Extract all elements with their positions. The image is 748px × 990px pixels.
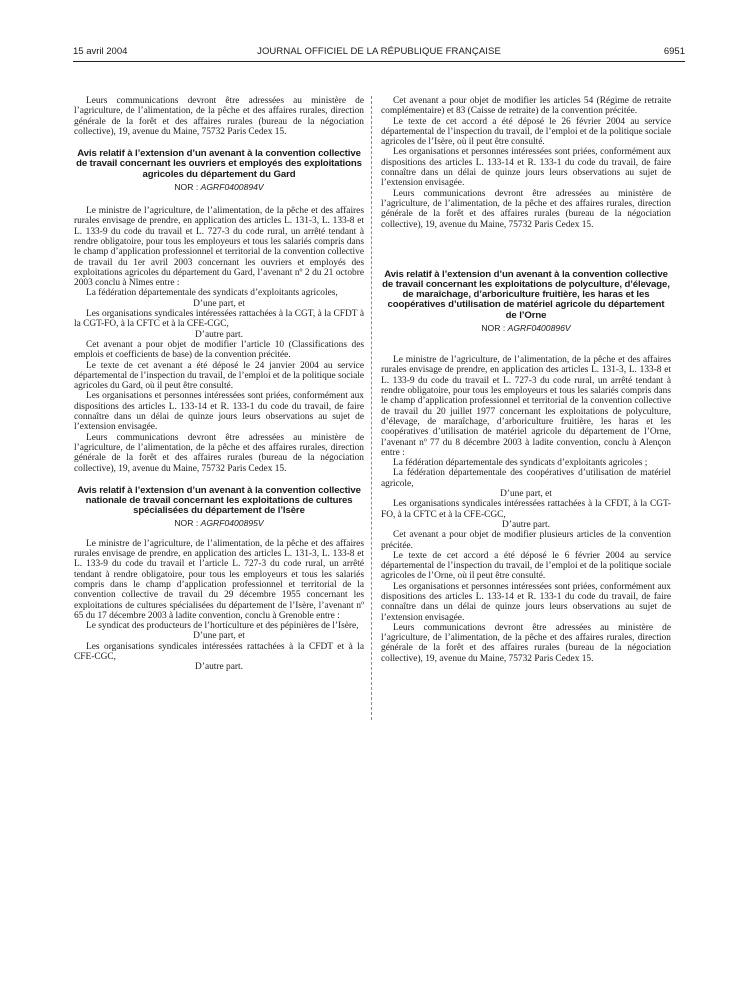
nor-reference-gard: NOR : AGRF0400894V xyxy=(174,181,264,192)
paragraph: Le ministre de l’agriculture, de l’alimentation, de la pêche et des affaires rurales envisage de prendre, en application des articles L. 131-3, L. 133-8 et L. 133-9 du code du travail et l’article L. 727-3 du code rural, un arrêté tendant à rendre obligatoire, pour tous les employeurs et tous les salariés compris dans le champ d’application professionnel et territorial de la convention collective de travail du 29 décembre 1955 concernant les exploitations de cultures spécialisées du département de l’Isère, l’avenant nº 65 du 17 décembre 2003 à ladite convention, conclu à Grenoble entre : xyxy=(74,538,364,621)
section-title-isere: Avis relatif à l’extension d’un avenant à la convention collective nationale de travail concernant les exploitations de cultures spécialisées du département de l’Isère xyxy=(77,484,361,517)
paragraph: Le texte de cet avenant a été déposé le 24 janvier 2004 au service départemental de l’inspection du travail, de l’emploi et de la politique sociale agricoles du Gard, où il peut être consulté. xyxy=(74,360,365,392)
paragraph: Les organisations syndicales intéressées rattachées à la CGT, à la CFDT à la CGT-FO, à la CFTC et à la CFE-CGC, xyxy=(74,309,364,330)
paragraph: La fédération départementale des coopératives d’utilisation de matériel agricole, xyxy=(381,468,671,489)
header-title: JOURNAL OFFICIEL DE LA RÉPUBLIQUE FRANÇAISE xyxy=(257,46,501,57)
paragraph: Les organisations syndicales intéressées rattachées à la CFDT, à la CGT-FO, à la CFTC et à la CFE-CGC, xyxy=(381,499,671,520)
paragraph: D’autre part. xyxy=(195,662,243,673)
paragraph: Les organisations et personnes intéressées sont priées, conformément aux dispositions des articles L. 133-14 et R. 133-1 du code du travail, de faire connaître dans un délai de quinze jours leurs observations au sujet de l’extension envisagée. xyxy=(74,391,364,433)
header-date: 15 avril 2004 xyxy=(73,46,128,57)
paragraph: Le ministre de l’agriculture, de l’alimentation, de la pêche et des affaires rurales envisage de prendre, en application des articles L. 131-3, L. 133-8 et L. 133-9 du code du travail et L. 727-3 du code rural, un arrêté tendant à rendre obligatoire, pour tous les employeurs et tous les salariés compris dans le champ d’application professionnel et territorial de la convention collective de travail du 20 juillet 1977 concernant les exploitations de polyculture, d’élevage, de maraîchage, d’arboriculture fruitière, les haras et les coopératives d’utilisation de matériel agricole du département de l’Orne, l’avenant nº 77 du 8 décembre 2003 à ladite convention, conclu à Alençon entre : xyxy=(381,355,671,458)
nor-reference-isere: NOR : AGRF0400895V xyxy=(174,518,264,529)
paragraph: Leurs communications devront être adressées au ministère de l’agriculture, de l’alimentation, de la pêche et des affaires rurales, direction générale de la forêt et des affaires rurales (bureau de la négociation collective), 19, avenue du Maine, 75732 Paris Cedex 15. xyxy=(74,432,364,474)
paragraph: Les organisations et personnes intéressées sont priées, conformément aux dispositions des articles L. 133-14 et R. 133-1 du code du travail, de faire connaître dans un délai de quinze jours leurs observations au sujet de l’extension envisagée. xyxy=(381,147,671,189)
section-title-orne: Avis relatif à l’extension d’un avenant à la convention collective de travail concernant les exploitations de polyculture, d’élevage, de maraîchage, d’arboriculture fruitière, les haras et les coopératives d’utilisation de matériel agricole du département de l’Orne xyxy=(382,268,670,321)
paragraph: Le ministre de l’agriculture, de l’alimentation, de la pêche et des affaires rurales envisage de prendre, en application des articles L. 131-3, L. 133-8 et L. 133-9 du code du travail et L. 727-3 du code rural, un arrêté tendant à rendre obligatoire, pour tous les employeurs et tous les salariés compris dans le champ d’application professionnel et territorial de la convention collective de travail du 1er avril 2003 concernant les ouvriers et employés des exploitations agricoles du département du Gard, l’avenant nº 2 du 21 octobre 2003 conclu à Nîmes entre : xyxy=(74,206,364,289)
section-title-gard: Avis relatif à l’extension d’un avenant à la convention collective de travail concernant les ouvriers et employés des exploitations agricoles du département du Gard xyxy=(76,148,362,180)
intro-paragraph: Leurs communications devront être adressées au ministère de l’agriculture, de l’alimentation, de la pêche et des affaires rurales, direction générale de la forêt et des affaires rurales (bureau de la négociation collective), 19, avenue du Maine, 75732 Paris Cedex 15. xyxy=(74,96,364,137)
paragraph: D’une part, et xyxy=(193,631,245,642)
header-rule xyxy=(73,61,685,62)
paragraph: Le syndicat des producteurs de l’horticulture et des pépinières de l’Isère, xyxy=(86,621,359,632)
page-header xyxy=(73,46,685,60)
header-page-number: 6951 xyxy=(663,46,685,57)
paragraph: Les organisations et personnes intéressées sont priées, conformément aux dispositions des articles L. 133-14 et R. 133-1 du code du travail, de faire connaître dans un délai de quinze jours leurs observations au sujet de l’extension envisagée. xyxy=(381,581,671,623)
paragraph: La fédération départementale des syndicats d’exploitants agricoles ; xyxy=(393,458,648,469)
paragraph: Cet avenant a pour objet de modifier les articles 54 (Régime de retraite complémentaire) et 83 (Caisse de retraite) de la convention précitée. xyxy=(381,96,671,117)
left-column xyxy=(74,96,364,673)
paragraph: D’autre part. xyxy=(195,329,243,340)
paragraph: Le texte de cet accord a été déposé le 6 février 2004 au service départemental de l’inspection du travail, de l’emploi et de la politique sociale agricoles de l’Orne, où il peut être consulté. xyxy=(381,550,672,582)
paragraph: Les organisations syndicales intéressées rattachées à la CFDT et à la CFE-CGC, xyxy=(74,641,364,662)
paragraph: Leurs communications devront être adressées au ministère de l’agriculture, de l’alimentation, de la pêche et des affaires rurales, direction générale de la forêt et des affaires rurales (bureau de la négociation collective), 19, avenue du Maine, 75732 Paris Cedex 15. xyxy=(381,622,671,664)
nor-reference-orne: NOR : AGRF0400896V xyxy=(481,322,571,333)
paragraph: Leurs communications devront être adressées au ministère de l’agriculture, de l’alimentation, de la pêche et des affaires rurales, direction générale de la forêt et des affaires rurales (bureau de la négociation collective), 19, avenue du Maine, 75732 Paris Cedex 15. xyxy=(381,188,671,230)
paragraph: Le texte de cet accord a été déposé le 26 février 2004 au service départemental de l’inspection du travail, de l’emploi et de la politique sociale agricoles de l’Isère, où il peut être consulté. xyxy=(381,116,672,148)
paragraph: D’une part, et xyxy=(500,489,552,500)
column-divider xyxy=(371,96,372,720)
paragraph: Cet avenant a pour objet de modifier plusieurs articles de la convention précitée. xyxy=(381,530,671,551)
paragraph: Cet avenant a pour objet de modifier l’article 10 (Classifications des emplois et coefficients de base) de la convention précitée. xyxy=(74,339,364,361)
paragraph: La fédération départementale des syndicats d’exploitants agricoles, xyxy=(86,288,338,299)
paragraph: D’autre part. xyxy=(502,519,550,530)
right-column xyxy=(381,96,671,664)
paragraph: D’une part, et xyxy=(193,298,245,309)
